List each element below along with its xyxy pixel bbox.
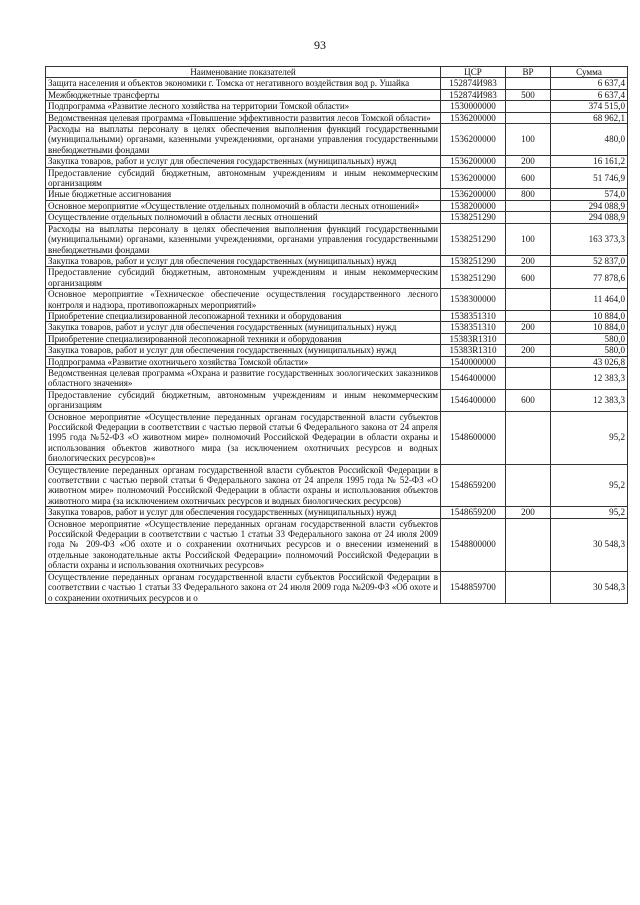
cell-vr — [506, 289, 551, 311]
cell-csr: 1536200000 — [441, 124, 506, 156]
table-row — [46, 212, 628, 223]
cell-sum: 574,0 — [551, 189, 628, 200]
cell-name: Закупка товаров, работ и услуг для обеспечения государственных (муниципальных) нужд — [46, 156, 441, 167]
table-row — [46, 200, 628, 211]
cell-csr: 1530000000 — [441, 101, 506, 112]
cell-name: Осуществление переданных органам государственной власти субъектов Российской Федерации в соответствии с частью 1 статьи 33 Федерального закона от 24 июля 2009 года №209-ФЗ «Об охоте и о сохранении охотничьих ресурсов и о — [46, 571, 441, 603]
cell-name: Основное мероприятие «Осуществление отдельных полномочий в области лесных отношений» — [46, 200, 441, 211]
table-row — [46, 356, 628, 367]
cell-csr: 15383R1310 — [441, 333, 506, 344]
cell-csr: 1548800000 — [441, 518, 506, 571]
page-number: 93 — [314, 38, 326, 52]
cell-sum: 6 637,4 — [551, 78, 628, 89]
cell-name: Осуществление отдельных полномочий в области лесных отношений — [46, 212, 441, 223]
cell-csr: 1536200000 — [441, 112, 506, 123]
cell-csr: 1536200000 — [441, 189, 506, 200]
cell-csr: 1538251290 — [441, 212, 506, 223]
cell-name: Иные бюджетные ассигнования — [46, 189, 441, 200]
cell-vr — [506, 356, 551, 367]
cell-csr: 1538251290 — [441, 267, 506, 289]
cell-csr: 1538351310 — [441, 322, 506, 333]
cell-vr — [506, 411, 551, 464]
cell-name: Межбюджетные трансферты — [46, 89, 441, 100]
cell-name: Защита населения и объектов экономики г. Томска от негативного воздействия вод р. Ушайка — [46, 78, 441, 89]
cell-sum: 51 746,9 — [551, 167, 628, 189]
cell-name: Расходы на выплаты персоналу в целях обеспечения выполнения функций государственными (муниципальными) органами, казенными учреждениями, органами управления государственными внебюджетными фондами — [46, 223, 441, 255]
cell-vr: 200 — [506, 255, 551, 266]
cell-vr — [506, 464, 551, 507]
table-row — [46, 101, 628, 112]
cell-vr — [506, 518, 551, 571]
cell-csr: 152874И983 — [441, 89, 506, 100]
table-row — [46, 124, 628, 156]
header-name: Наименование показателей — [46, 67, 441, 78]
cell-name: Закупка товаров, работ и услуг для обеспечения государственных (муниципальных) нужд — [46, 507, 441, 518]
cell-csr: 1548600000 — [441, 411, 506, 464]
table-body — [46, 78, 628, 604]
table-row — [46, 464, 628, 507]
cell-sum: 10 884,0 — [551, 322, 628, 333]
cell-name: Закупка товаров, работ и услуг для обеспечения государственных (муниципальных) нужд — [46, 255, 441, 266]
cell-name: Подпрограмма «Развитие охотничьего хозяйства Томской области» — [46, 356, 441, 367]
cell-name: Основное мероприятие «Техническое обеспечение осуществления государственного лесного контроля и надзора, противопожарных мероприятий» — [46, 289, 441, 311]
cell-vr: 100 — [506, 223, 551, 255]
cell-csr: 1538300000 — [441, 289, 506, 311]
cell-vr: 800 — [506, 189, 551, 200]
cell-sum: 12 383,3 — [551, 389, 628, 411]
cell-sum: 30 548,3 — [551, 571, 628, 603]
table-row — [46, 518, 628, 571]
cell-csr: 1548859700 — [441, 571, 506, 603]
cell-vr: 500 — [506, 89, 551, 100]
budget-table — [45, 66, 628, 604]
cell-name: Приобретение специализированной лесопожарной техники и оборудования — [46, 333, 441, 344]
cell-vr — [506, 367, 551, 389]
cell-vr: 200 — [506, 345, 551, 356]
table-row — [46, 78, 628, 89]
cell-vr: 100 — [506, 124, 551, 156]
cell-sum: 77 878,6 — [551, 267, 628, 289]
cell-sum: 163 373,3 — [551, 223, 628, 255]
table-row — [46, 255, 628, 266]
cell-vr — [506, 310, 551, 321]
table-row — [46, 333, 628, 344]
table-row — [46, 310, 628, 321]
table-row — [46, 571, 628, 603]
cell-sum: 294 088,9 — [551, 212, 628, 223]
cell-name: Закупка товаров, работ и услуг для обеспечения государственных (муниципальных) нужд — [46, 345, 441, 356]
cell-csr: 1536200000 — [441, 167, 506, 189]
cell-csr: 1546400000 — [441, 367, 506, 389]
cell-sum: 16 161,2 — [551, 156, 628, 167]
table-row — [46, 223, 628, 255]
table-row — [46, 367, 628, 389]
header-sum: Сумма — [551, 67, 628, 78]
cell-sum: 95,2 — [551, 507, 628, 518]
cell-vr — [506, 333, 551, 344]
cell-name: Предоставление субсидий бюджетным, автономным учреждениям и иным некоммерческим организациям — [46, 167, 441, 189]
cell-name: Предоставление субсидий бюджетным, автономным учреждениям и иным некоммерческим организациям — [46, 267, 441, 289]
cell-csr: 1538251290 — [441, 223, 506, 255]
cell-vr: 600 — [506, 267, 551, 289]
cell-csr: 152874И983 — [441, 78, 506, 89]
cell-csr: 1538351310 — [441, 310, 506, 321]
cell-name: Осуществление переданных органам государственной власти субъектов Российской Федерации в соответствии с частью первой статьи 6 Федерального закона от 24 апреля 1995 года № 52-ФЗ «О животном мире» полномочий Российской Федерации в области охраны и использования объектов животного мира (за исключением охотничьих ресурсов и водных биологических ресурсов) — [46, 464, 441, 507]
table-row — [46, 322, 628, 333]
table-row — [46, 507, 628, 518]
cell-sum: 43 026,8 — [551, 356, 628, 367]
cell-csr: 1548659200 — [441, 507, 506, 518]
table-row — [46, 389, 628, 411]
cell-vr — [506, 571, 551, 603]
cell-vr: 200 — [506, 156, 551, 167]
cell-vr — [506, 112, 551, 123]
table-row — [46, 189, 628, 200]
cell-name: Приобретение специализированной лесопожарной техники и оборудования — [46, 310, 441, 321]
table-row — [46, 89, 628, 100]
cell-csr: 1546400000 — [441, 389, 506, 411]
cell-csr: 1536200000 — [441, 156, 506, 167]
cell-sum: 374 515,0 — [551, 101, 628, 112]
cell-name: Основное мероприятие «Осуществление переданных органам государственной власти субъектов Российской Федерации в соответствии с частью 1 статьи 33 Федерального закона от 24 июля 2009 года № 209-ФЗ «Об охоте и о сохранении охотничьих ресурсов и о внесении изменений в отдельные законодательные акты Российской Федерации» полномочий Российской Федерации в области охраны и использования охотничьих ресурсов» — [46, 518, 441, 571]
cell-sum: 10 884,0 — [551, 310, 628, 321]
cell-sum: 294 088,9 — [551, 200, 628, 211]
table-header-row — [46, 67, 628, 78]
cell-csr: 1548659200 — [441, 464, 506, 507]
cell-vr — [506, 78, 551, 89]
cell-csr: 15383R1310 — [441, 345, 506, 356]
cell-vr — [506, 200, 551, 211]
cell-sum: 580,0 — [551, 333, 628, 344]
header-csr: ЦСР — [441, 67, 506, 78]
cell-csr: 1538251290 — [441, 255, 506, 266]
cell-vr: 200 — [506, 507, 551, 518]
table-row — [46, 156, 628, 167]
cell-csr: 1540000000 — [441, 356, 506, 367]
cell-vr — [506, 212, 551, 223]
table-row — [46, 112, 628, 123]
table-row — [46, 267, 628, 289]
cell-sum: 95,2 — [551, 464, 628, 507]
cell-vr — [506, 101, 551, 112]
table-row — [46, 411, 628, 464]
cell-name: Ведомственная целевая программа «Повышение эффективности развития лесов Томской области» — [46, 112, 441, 123]
cell-csr: 1538200000 — [441, 200, 506, 211]
cell-sum: 6 637,4 — [551, 89, 628, 100]
cell-sum: 95,2 — [551, 411, 628, 464]
table-row — [46, 167, 628, 189]
cell-sum: 11 464,0 — [551, 289, 628, 311]
cell-name: Предоставление субсидий бюджетным, автономным учреждениям и иным некоммерческим организациям — [46, 389, 441, 411]
cell-sum: 580,0 — [551, 345, 628, 356]
cell-sum: 68 962,1 — [551, 112, 628, 123]
header-vr: ВР — [506, 67, 551, 78]
cell-vr: 200 — [506, 322, 551, 333]
cell-name: Ведомственная целевая программа «Охрана и развитие государственных зоологических заказников областного значения» — [46, 367, 441, 389]
cell-sum: 480,0 — [551, 124, 628, 156]
cell-sum: 30 548,3 — [551, 518, 628, 571]
cell-name: Расходы на выплаты персоналу в целях обеспечения выполнения функций государственными (муниципальными) органами, казенными учреждениями, органами управления государственными внебюджетными фондами — [46, 124, 441, 156]
cell-sum: 52 837,0 — [551, 255, 628, 266]
cell-vr: 600 — [506, 167, 551, 189]
cell-name: Основное мероприятие «Осуществление переданных органам государственной власти субъектов Российской Федерации в соответствии с частью первой статьи 6 Федерального закона от 24 апреля 1995 года №52-ФЗ «О животном мире» полномочий Российской Федерации в области охраны и использования объектов животного мира (за исключением охотничьих ресурсов и водных биологических ресурсов)»« — [46, 411, 441, 464]
cell-name: Закупка товаров, работ и услуг для обеспечения государственных (муниципальных) нужд — [46, 322, 441, 333]
cell-sum: 12 383,3 — [551, 367, 628, 389]
table-row — [46, 345, 628, 356]
cell-name: Подпрограмма «Развитие лесного хозяйства на территории Томской области» — [46, 101, 441, 112]
cell-vr: 600 — [506, 389, 551, 411]
table-row — [46, 289, 628, 311]
